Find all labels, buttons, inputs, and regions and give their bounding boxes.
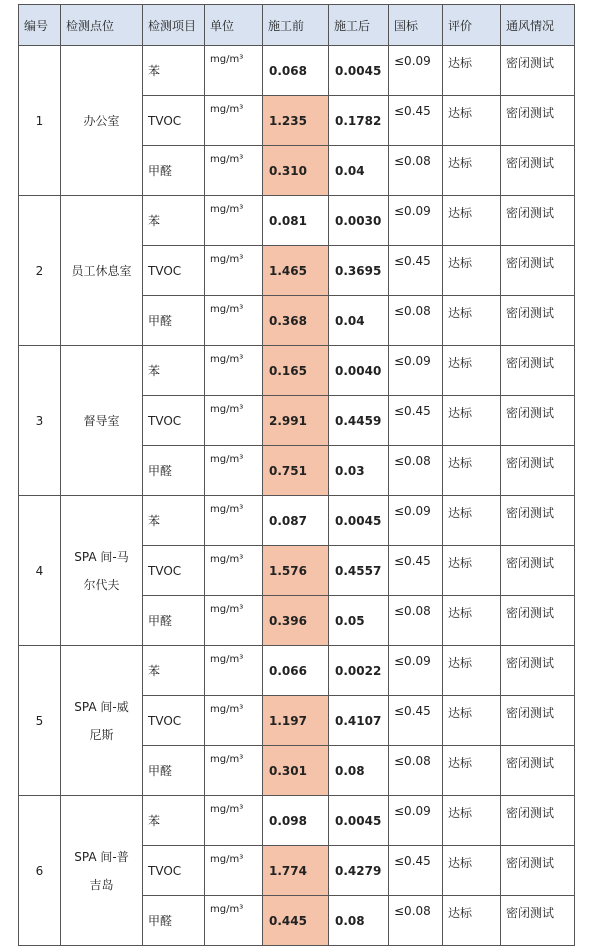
- value-before: 1.235: [263, 96, 329, 146]
- value-after: 0.0040: [329, 346, 389, 396]
- ventilation-status: 密闭测试: [501, 446, 575, 496]
- value-after: 0.1782: [329, 96, 389, 146]
- evaluation-result: 达标: [443, 196, 501, 246]
- pollutant-name: 苯: [143, 46, 205, 96]
- value-after: 0.0030: [329, 196, 389, 246]
- header-unit: 单位: [205, 5, 263, 46]
- standard-limit: ≤0.09: [389, 46, 443, 96]
- unit-label: mg/m³: [205, 196, 263, 246]
- ventilation-status: 密闭测试: [501, 746, 575, 796]
- evaluation-result: 达标: [443, 396, 501, 446]
- unit-label: mg/m³: [205, 46, 263, 96]
- site-number: 2: [19, 196, 61, 346]
- evaluation-result: 达标: [443, 746, 501, 796]
- value-after: 0.04: [329, 296, 389, 346]
- pollutant-name: 甲醛: [143, 146, 205, 196]
- standard-limit: ≤0.08: [389, 446, 443, 496]
- value-before: 0.081: [263, 196, 329, 246]
- unit-label: mg/m³: [205, 796, 263, 846]
- value-before: 0.165: [263, 346, 329, 396]
- evaluation-result: 达标: [443, 96, 501, 146]
- value-after: 0.0022: [329, 646, 389, 696]
- header-id: 编号: [19, 5, 61, 46]
- pollutant-name: 苯: [143, 796, 205, 846]
- header-evaluation: 评价: [443, 5, 501, 46]
- standard-limit: ≤0.08: [389, 896, 443, 946]
- ventilation-status: 密闭测试: [501, 596, 575, 646]
- value-after: 0.4107: [329, 696, 389, 746]
- evaluation-result: 达标: [443, 896, 501, 946]
- value-before: 0.751: [263, 446, 329, 496]
- unit-label: mg/m³: [205, 96, 263, 146]
- pollutant-name: 苯: [143, 646, 205, 696]
- ventilation-status: 密闭测试: [501, 396, 575, 446]
- value-before: 0.310: [263, 146, 329, 196]
- value-before: 1.465: [263, 246, 329, 296]
- table-row: [19, 46, 575, 96]
- header-item: 检测项目: [143, 5, 205, 46]
- ventilation-status: 密闭测试: [501, 146, 575, 196]
- ventilation-status: 密闭测试: [501, 246, 575, 296]
- unit-label: mg/m³: [205, 396, 263, 446]
- standard-limit: ≤0.09: [389, 196, 443, 246]
- evaluation-result: 达标: [443, 646, 501, 696]
- standard-limit: ≤0.08: [389, 596, 443, 646]
- pollutant-name: 甲醛: [143, 896, 205, 946]
- value-after: 0.05: [329, 596, 389, 646]
- site-number: 5: [19, 646, 61, 796]
- unit-label: mg/m³: [205, 446, 263, 496]
- standard-limit: ≤0.08: [389, 296, 443, 346]
- pollutant-name: 甲醛: [143, 446, 205, 496]
- evaluation-result: 达标: [443, 546, 501, 596]
- site-number: 3: [19, 346, 61, 496]
- unit-label: mg/m³: [205, 746, 263, 796]
- standard-limit: ≤0.09: [389, 796, 443, 846]
- header-location: 检测点位: [61, 5, 143, 46]
- site-number: 1: [19, 46, 61, 196]
- pollutant-name: TVOC: [143, 96, 205, 146]
- table-row: [19, 496, 575, 546]
- ventilation-status: 密闭测试: [501, 496, 575, 546]
- value-before: 0.066: [263, 646, 329, 696]
- evaluation-result: 达标: [443, 846, 501, 896]
- header-row: [19, 5, 575, 46]
- pollutant-name: TVOC: [143, 696, 205, 746]
- unit-label: mg/m³: [205, 146, 263, 196]
- evaluation-result: 达标: [443, 446, 501, 496]
- pollutant-name: 甲醛: [143, 746, 205, 796]
- site-number: 6: [19, 796, 61, 946]
- header-ventilation: 通风情况: [501, 5, 575, 46]
- evaluation-result: 达标: [443, 146, 501, 196]
- evaluation-result: 达标: [443, 696, 501, 746]
- site-location: 员工休息室: [61, 196, 143, 346]
- value-before: 0.087: [263, 496, 329, 546]
- standard-limit: ≤0.45: [389, 696, 443, 746]
- value-after: 0.0045: [329, 496, 389, 546]
- unit-label: mg/m³: [205, 246, 263, 296]
- unit-label: mg/m³: [205, 896, 263, 946]
- value-after: 0.4279: [329, 846, 389, 896]
- standard-limit: ≤0.09: [389, 496, 443, 546]
- standard-limit: ≤0.09: [389, 346, 443, 396]
- standard-limit: ≤0.45: [389, 846, 443, 896]
- value-before: 0.445: [263, 896, 329, 946]
- unit-label: mg/m³: [205, 696, 263, 746]
- ventilation-status: 密闭测试: [501, 696, 575, 746]
- ventilation-status: 密闭测试: [501, 296, 575, 346]
- header-after: 施工后: [329, 5, 389, 46]
- standard-limit: ≤0.08: [389, 746, 443, 796]
- standard-limit: ≤0.09: [389, 646, 443, 696]
- site-location: 督导室: [61, 346, 143, 496]
- ventilation-status: 密闭测试: [501, 896, 575, 946]
- unit-label: mg/m³: [205, 596, 263, 646]
- standard-limit: ≤0.08: [389, 146, 443, 196]
- pollutant-name: TVOC: [143, 396, 205, 446]
- pollutant-name: TVOC: [143, 546, 205, 596]
- standard-limit: ≤0.45: [389, 246, 443, 296]
- pollutant-name: 苯: [143, 196, 205, 246]
- ventilation-status: 密闭测试: [501, 46, 575, 96]
- unit-label: mg/m³: [205, 496, 263, 546]
- site-location: SPA 间-威尼斯: [61, 646, 143, 796]
- value-before: 1.774: [263, 846, 329, 896]
- air-quality-table: [18, 4, 575, 946]
- value-after: 0.08: [329, 896, 389, 946]
- ventilation-status: 密闭测试: [501, 96, 575, 146]
- unit-label: mg/m³: [205, 646, 263, 696]
- value-after: 0.0045: [329, 796, 389, 846]
- table-row: [19, 346, 575, 396]
- value-after: 0.04: [329, 146, 389, 196]
- site-location: 办公室: [61, 46, 143, 196]
- value-after: 0.4557: [329, 546, 389, 596]
- value-after: 0.03: [329, 446, 389, 496]
- ventilation-status: 密闭测试: [501, 346, 575, 396]
- header-standard: 国标: [389, 5, 443, 46]
- unit-label: mg/m³: [205, 296, 263, 346]
- evaluation-result: 达标: [443, 496, 501, 546]
- evaluation-result: 达标: [443, 246, 501, 296]
- site-location: SPA 间-马尔代夫: [61, 496, 143, 646]
- value-after: 0.4459: [329, 396, 389, 446]
- value-before: 0.368: [263, 296, 329, 346]
- ventilation-status: 密闭测试: [501, 796, 575, 846]
- value-after: 0.08: [329, 746, 389, 796]
- unit-label: mg/m³: [205, 546, 263, 596]
- value-before: 2.991: [263, 396, 329, 446]
- site-location: SPA 间-普吉岛: [61, 796, 143, 946]
- table-row: [19, 796, 575, 846]
- ventilation-status: 密闭测试: [501, 196, 575, 246]
- pollutant-name: TVOC: [143, 246, 205, 296]
- value-after: 0.3695: [329, 246, 389, 296]
- header-before: 施工前: [263, 5, 329, 46]
- ventilation-status: 密闭测试: [501, 646, 575, 696]
- table-row: [19, 196, 575, 246]
- evaluation-result: 达标: [443, 796, 501, 846]
- value-before: 1.576: [263, 546, 329, 596]
- value-after: 0.0045: [329, 46, 389, 96]
- pollutant-name: 苯: [143, 496, 205, 546]
- value-before: 0.396: [263, 596, 329, 646]
- pollutant-name: 甲醛: [143, 296, 205, 346]
- unit-label: mg/m³: [205, 346, 263, 396]
- pollutant-name: 苯: [143, 346, 205, 396]
- ventilation-status: 密闭测试: [501, 846, 575, 896]
- pollutant-name: TVOC: [143, 846, 205, 896]
- pollutant-name: 甲醛: [143, 596, 205, 646]
- site-number: 4: [19, 496, 61, 646]
- value-before: 1.197: [263, 696, 329, 746]
- table-body: [19, 46, 575, 946]
- evaluation-result: 达标: [443, 46, 501, 96]
- value-before: 0.301: [263, 746, 329, 796]
- table-row: [19, 646, 575, 696]
- value-before: 0.098: [263, 796, 329, 846]
- standard-limit: ≤0.45: [389, 546, 443, 596]
- unit-label: mg/m³: [205, 846, 263, 896]
- evaluation-result: 达标: [443, 596, 501, 646]
- standard-limit: ≤0.45: [389, 396, 443, 446]
- value-before: 0.068: [263, 46, 329, 96]
- ventilation-status: 密闭测试: [501, 546, 575, 596]
- evaluation-result: 达标: [443, 296, 501, 346]
- evaluation-result: 达标: [443, 346, 501, 396]
- standard-limit: ≤0.45: [389, 96, 443, 146]
